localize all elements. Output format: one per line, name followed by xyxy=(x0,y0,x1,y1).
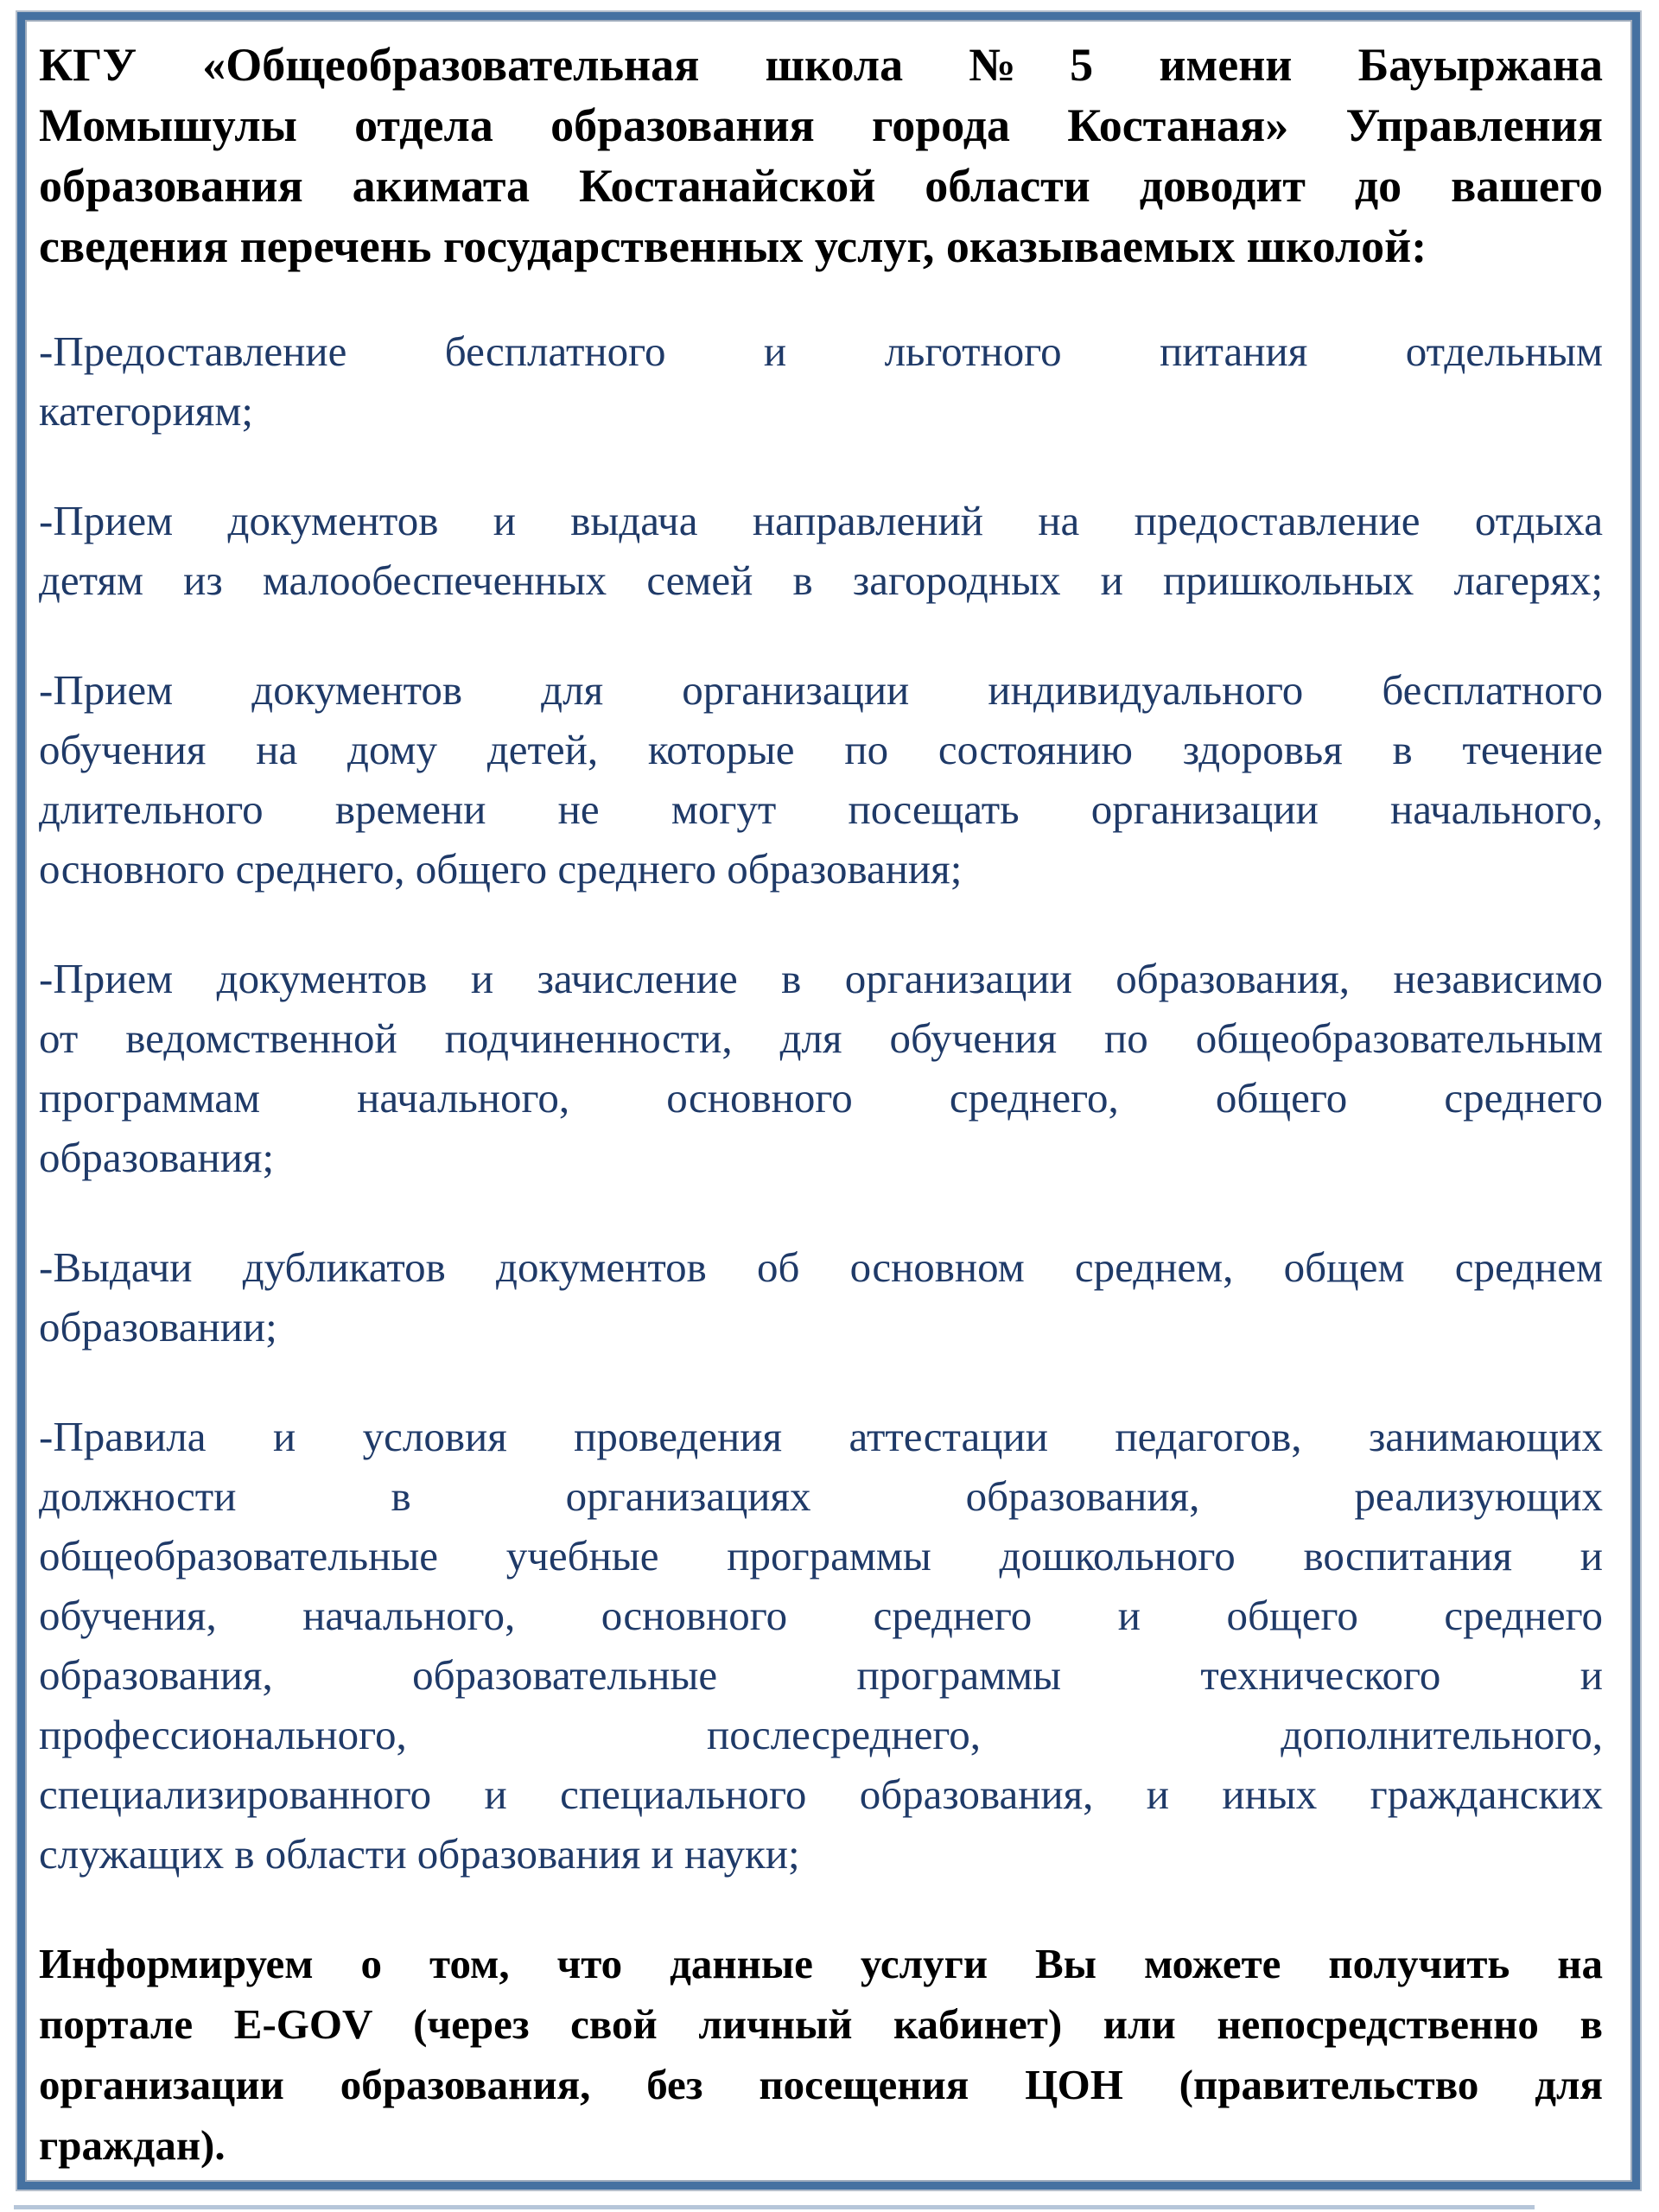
text-line: -Выдачи дубликатов документов об основном среднем, общем среднем xyxy=(39,1243,1603,1291)
text-line: от ведомственной подчиненности, для обучения по общеобразовательным xyxy=(39,1014,1603,1062)
text-line: специализированного и специального образования, и иных гражданских xyxy=(39,1770,1603,1818)
text-line: портале E-GOV (через свой личный кабинет) или непосредственно в xyxy=(39,2000,1603,2048)
footer-paragraph xyxy=(39,1934,1603,2176)
header-line: сведения перечень государственных услуг, оказываемых школой: xyxy=(39,220,1427,272)
text-line: программам начального, основного среднего, общего среднего xyxy=(39,1074,1603,1122)
text-line: -Прием документов и зачисление в организации образования, независимо xyxy=(39,955,1603,1002)
text-line: Информируем о том, что данные услуги Вы можете получить на xyxy=(39,1940,1603,1987)
text-line: профессионального, послесреднего, дополнительного, xyxy=(39,1711,1603,1758)
text-line: детям из малообеспеченных семей в загородных и пришкольных лагерях; xyxy=(39,556,1603,604)
text-line: образовании; xyxy=(39,1303,277,1351)
service-item-paragraph xyxy=(39,1407,1603,1884)
text-line: -Прием документов для организации индивидуального бесплатного xyxy=(39,666,1603,714)
header-line: образования акимата Костанайской области доводит до вашего xyxy=(39,160,1603,212)
header-line: Момышулы отдела образования города Костаная» Управления xyxy=(39,99,1603,151)
frame-shadow-line xyxy=(14,2205,1535,2209)
header-line: КГУ «Общеобразовательная школа №5 имени Бауыржана xyxy=(39,39,1603,91)
text-line: граждан). xyxy=(39,2121,226,2169)
service-item-paragraph xyxy=(39,321,1603,441)
text-line: длительного времени не могут посещать организации начального, xyxy=(39,785,1603,833)
text-line: -Прием документов и выдача направлений на предоставление отдыха xyxy=(39,497,1603,544)
text-line: категориям; xyxy=(39,387,253,435)
service-item-paragraph xyxy=(39,491,1603,610)
text-line: основного среднего, общего среднего образования; xyxy=(39,845,963,893)
document-body xyxy=(39,35,1603,2176)
document-header xyxy=(39,35,1603,276)
service-item-paragraph xyxy=(39,1237,1603,1357)
text-line: должности в организациях образования, реализующих xyxy=(39,1472,1603,1520)
text-line: -Правила и условия проведения аттестации педагогов, занимающих xyxy=(39,1413,1603,1460)
text-line: организации образования, без посещения ЦОН (правительство для xyxy=(39,2061,1603,2108)
text-line: -Предоставление бесплатного и льготного питания отдельным xyxy=(39,327,1603,375)
text-line: служащих в области образования и науки; xyxy=(39,1830,800,1878)
text-line: общеобразовательные учебные программы дошкольного воспитания и xyxy=(39,1532,1603,1580)
text-line: образования, образовательные программы технического и xyxy=(39,1651,1603,1699)
service-item-paragraph xyxy=(39,660,1603,899)
service-item-paragraph xyxy=(39,949,1603,1187)
text-line: обучения, начального, основного среднего и общего среднего xyxy=(39,1592,1603,1639)
text-line: образования; xyxy=(39,1134,275,1181)
text-line: обучения на дому детей, которые по состоянию здоровья в течение xyxy=(39,726,1603,773)
service-list xyxy=(39,321,1603,2176)
